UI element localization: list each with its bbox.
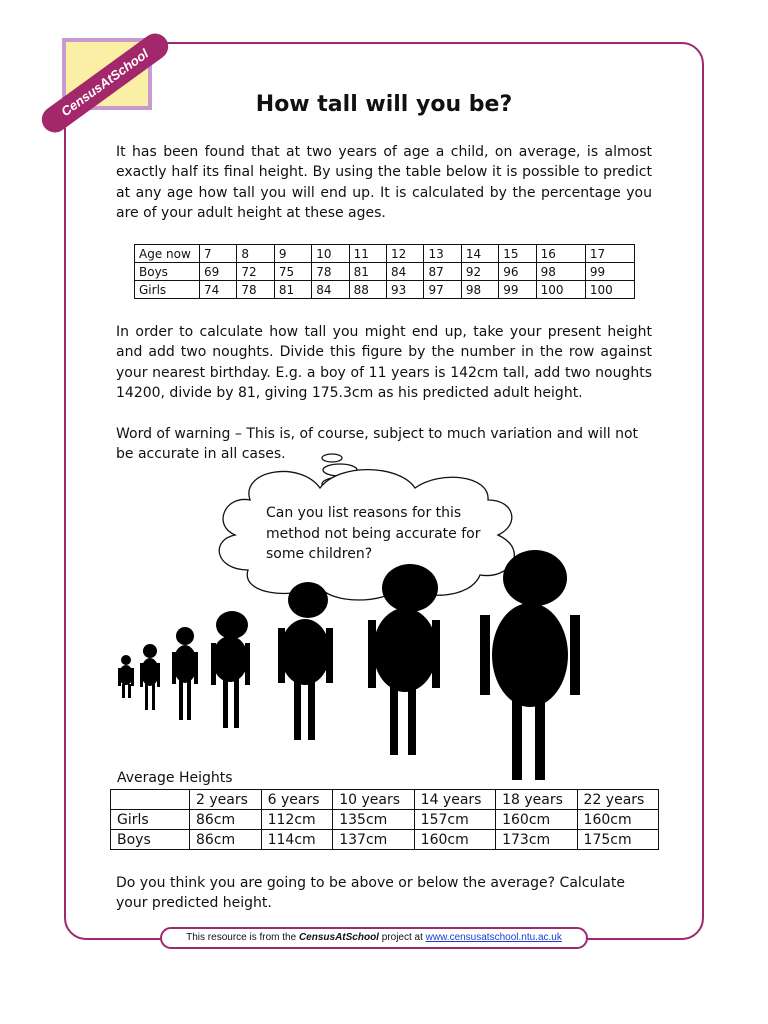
age-cell: 11 xyxy=(349,245,386,263)
girls-cell: 98 xyxy=(461,281,498,299)
girls-cell: 86cm xyxy=(190,810,262,830)
girls-cell: 112cm xyxy=(261,810,333,830)
age-cell: 17 xyxy=(585,245,634,263)
girls-cell: 97 xyxy=(424,281,461,299)
figure-age-14-icon xyxy=(278,582,333,740)
footer-link[interactable]: www.censusatschool.ntu.ac.uk xyxy=(425,932,562,943)
header-cell: 2 years xyxy=(190,790,262,810)
girls-cell: 135cm xyxy=(333,810,414,830)
boys-cell: 114cm xyxy=(261,830,333,850)
footer-brand: CensusAtSchool xyxy=(298,932,379,943)
age-cell: 10 xyxy=(312,245,349,263)
age-cell: 16 xyxy=(536,245,585,263)
censusatschool-logo: CensusAtSchool xyxy=(37,28,174,137)
girls-cell: 99 xyxy=(499,281,536,299)
question-paragraph: Do you think you are going to be above or below the average? Calculate your predicted height. xyxy=(116,875,625,912)
boys-cell: 84 xyxy=(387,263,424,281)
age-cell: 15 xyxy=(499,245,536,263)
figure-age-10-icon xyxy=(211,611,250,728)
figure-age-22-icon xyxy=(480,550,580,780)
header-cell: 14 years xyxy=(414,790,495,810)
footer-prefix: This resource is from the xyxy=(186,932,299,943)
boys-cell: 175cm xyxy=(577,830,658,850)
boys-cell: 98 xyxy=(536,263,585,281)
girls-label: Girls xyxy=(135,281,200,299)
header-cell: 22 years xyxy=(577,790,658,810)
girls-cell: 157cm xyxy=(414,810,495,830)
figure-age-2-icon xyxy=(118,655,134,698)
boys-cell: 72 xyxy=(237,263,274,281)
girls-cell: 74 xyxy=(200,281,237,299)
header-cell: 18 years xyxy=(496,790,577,810)
boys-label: Boys xyxy=(135,263,200,281)
age-cell: 14 xyxy=(461,245,498,263)
girls-cell: 100 xyxy=(585,281,634,299)
boys-cell: 99 xyxy=(585,263,634,281)
boys-cell: 96 xyxy=(499,263,536,281)
method-paragraph: In order to calculate how tall you might end up, take your present height and add two noughts. Divide this figure by the number in the row against your nearest birthday. E.g. a boy of 11 years is 142cm tall, add two noughts 14200, divide by 81, giving 175.3cm as his predicted adult height. xyxy=(116,324,652,402)
boys-cell: 173cm xyxy=(496,830,577,850)
girls-cell: 100 xyxy=(536,281,585,299)
boys-label: Boys xyxy=(111,830,190,850)
age-cell: 13 xyxy=(424,245,461,263)
thought-bubble-text: Can you list reasons for this method not being accurate for some children? xyxy=(266,505,481,562)
boys-cell: 78 xyxy=(312,263,349,281)
girls-label: Girls xyxy=(111,810,190,830)
footer-middle: project at xyxy=(378,932,426,943)
boys-cell: 81 xyxy=(349,263,386,281)
girls-cell: 78 xyxy=(237,281,274,299)
age-header: Age now xyxy=(135,245,200,263)
girls-cell: 88 xyxy=(349,281,386,299)
average-heights-table xyxy=(110,789,659,850)
age-cell: 12 xyxy=(387,245,424,263)
girls-cell: 160cm xyxy=(496,810,577,830)
boys-cell: 137cm xyxy=(333,830,414,850)
girls-cell: 160cm xyxy=(577,810,658,830)
table-row xyxy=(111,810,659,830)
header-cell: 6 years xyxy=(261,790,333,810)
figure-age-4-icon xyxy=(140,644,160,710)
table-row xyxy=(111,790,659,810)
page-title: How tall will you be? xyxy=(255,92,513,117)
age-cell: 7 xyxy=(200,245,237,263)
header-cell xyxy=(111,790,190,810)
warning-paragraph: Word of warning – This is, of course, subject to much variation and will not be accurate in all cases. xyxy=(116,426,638,463)
intro-paragraph: It has been found that at two years of age a child, on average, is almost exactly half its final height. By using the table below it is possible to predict at any age how tall you will end up. It is calculated by the percentage you are of your adult height at these ages. xyxy=(116,144,652,222)
girls-cell: 84 xyxy=(312,281,349,299)
boys-cell: 86cm xyxy=(190,830,262,850)
girls-cell: 93 xyxy=(387,281,424,299)
boys-cell: 69 xyxy=(200,263,237,281)
figure-age-6-icon xyxy=(172,627,198,720)
header-cell: 10 years xyxy=(333,790,414,810)
boys-cell: 75 xyxy=(274,263,311,281)
age-cell: 9 xyxy=(274,245,311,263)
average-heights-label: Average Heights xyxy=(117,770,233,786)
boys-cell: 160cm xyxy=(414,830,495,850)
table-row xyxy=(111,830,659,850)
boys-cell: 87 xyxy=(424,263,461,281)
girls-cell: 81 xyxy=(274,281,311,299)
age-cell: 8 xyxy=(237,245,274,263)
boys-cell: 92 xyxy=(461,263,498,281)
footer-banner xyxy=(160,927,588,949)
